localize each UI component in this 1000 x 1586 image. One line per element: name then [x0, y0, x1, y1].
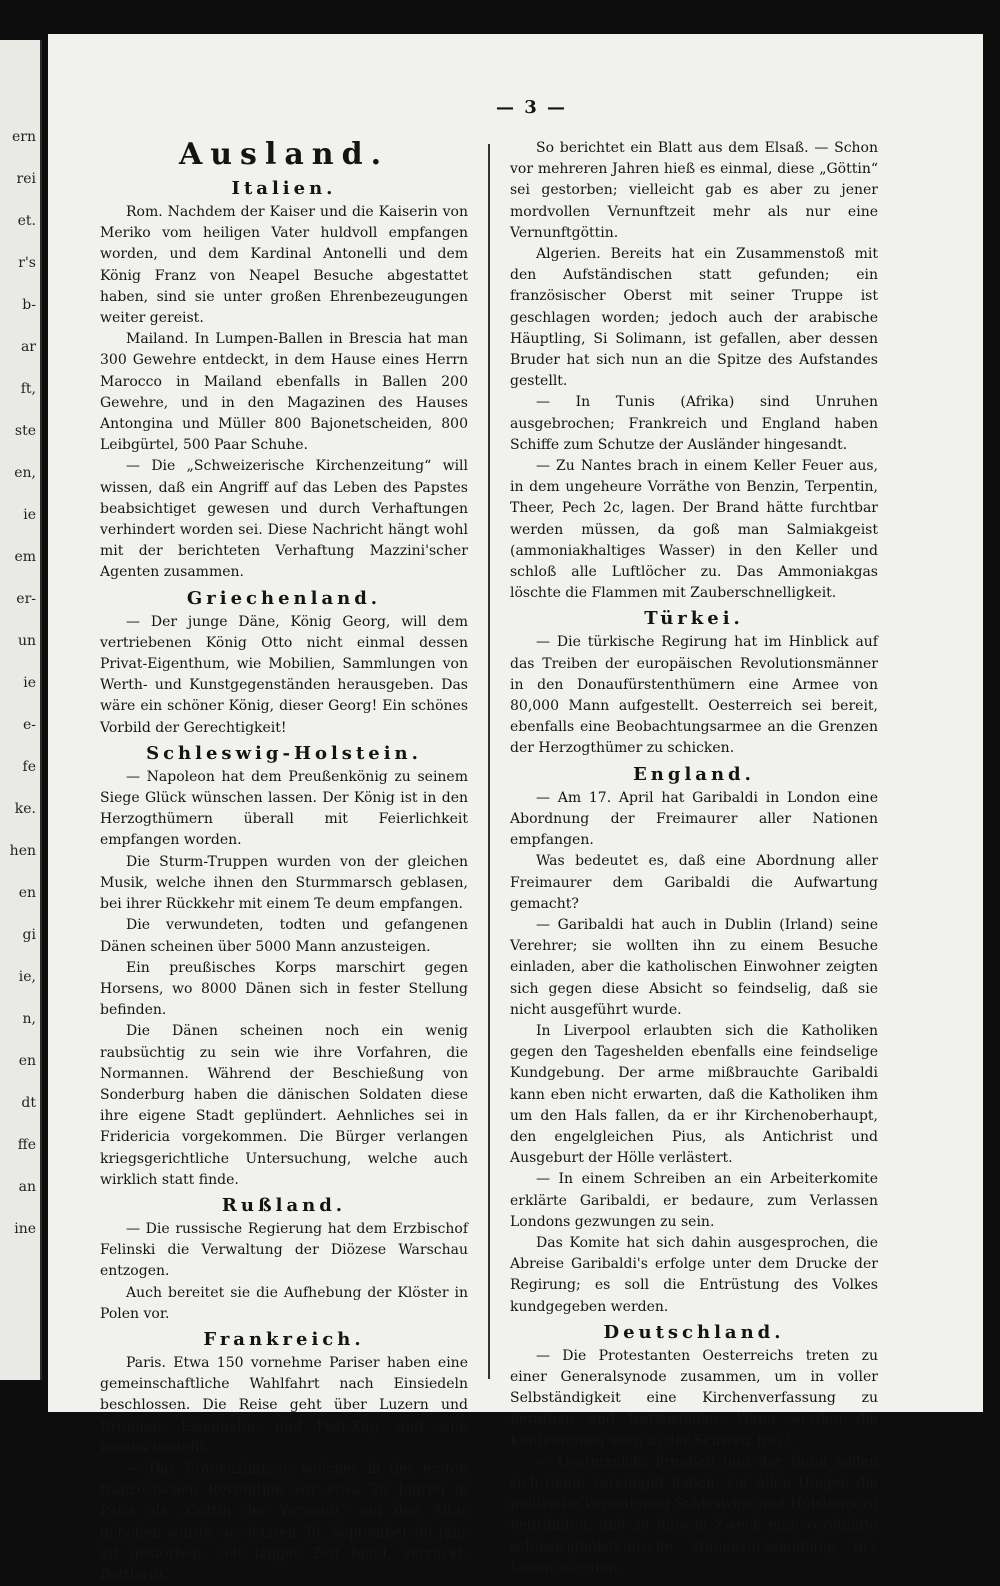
article-paragraph: Rom. Nachdem der Kaiser und die Kaiserin von Meriko vom heiligen Vater huldvoll empfangen worden, und dem Kardinal Antonelli und dem König Franz von Neapel Besuche abgestattet haben, sind sie unter großen Ehrenbezeugungen weiter gereist.	[100, 204, 468, 327]
column-divider	[488, 144, 490, 1379]
adjacent-page-fragment: an	[18, 1179, 36, 1195]
article-paragraph: — Garibaldi hat auch in Dublin (Irland) seine Verehrer; sie wollten ihn zu einem Besuche einladen, aber die katholischen Einwohner zeigten sich gegen diese Absicht so feindselig, daß sie nicht ausgeführt wurde.	[510, 916, 878, 1018]
newspaper-page	[48, 34, 983, 1583]
adjacent-page-fragment: b-	[22, 297, 36, 313]
article-paragraph: — Zu Nantes brach in einem Keller Feuer aus, in dem ungeheure Vorräthe von Benzin, Terpentin, Theer, Pech 2c, lagen. Der Brand hätte furchtbar werden müssen, da goß man Salmiakgeist (ammoniakhaltiges Wasser) in den Keller und schloß alle Luftlöcher zu. Das Ammoniakgas löschte die Flammen mit Zauberschnelligkeit.	[510, 458, 878, 602]
adjacent-page-fragment: en	[18, 1053, 36, 1069]
section-heading: Türkei.	[644, 608, 744, 630]
section-heading: Griechenland.	[186, 587, 382, 609]
adjacent-page-fragment: n,	[22, 1011, 36, 1027]
article-paragraph: So berichtet ein Blatt aus dem Elsaß. — Schon vor mehreren Jahren hieß es einmal, diese „Göttin“ sei gestorben; vielleicht gab es aber zu jener mordvollen Vernunftzeit mehr als nur eine Vernunftgöttin.	[510, 140, 878, 241]
adjacent-page-fragment: ine	[14, 1221, 36, 1237]
adjacent-page-fragment: rei	[16, 171, 36, 187]
article-paragraph: Die Dänen scheinen noch ein wenig raubsüchtig zu sein wie ihre Vorfahren, die Normannen. Während der Beschießung von Sonderburg haben die dänischen Soldaten diese ihre eigene Stadt geplündert. Aehnliches sei in Fridericia vorgekommen. Die Bürger verlangen kriegsgerichtliche Untersuchung, welche auch wirklich statt finde.	[100, 1023, 468, 1188]
article-paragraph: — Die türkische Regirung hat im Hinblick auf das Treiben der europäischen Revolutionsmänner in den Donaufürstenthümern eine Armee von 80,000 Mann aufgestellt. Oesterreich sei bereit, ebenfalls eine Beobachtungsarmee an die Grenzen der Herzogthümer zu schicken.	[510, 634, 878, 757]
adjacent-page-fragment: ie,	[18, 969, 36, 985]
article-paragraph: — Napoleon hat dem Preußenkönig zu seinem Siege Glück wünschen lassen. Der König ist in den Herzogthümern überall mit Feierlichkeit empfangen worden.	[100, 768, 468, 849]
section-heading: England.	[633, 763, 755, 785]
adjacent-page-fragment: ffe	[17, 1137, 36, 1153]
article-paragraph: Die verwundeten, todten und gefangenen Dänen scheinen über 5000 Mann anzusteigen.	[100, 917, 468, 955]
adjacent-page-fragment: dt	[21, 1095, 36, 1111]
adjacent-page-fragment: er-	[16, 591, 36, 607]
article-paragraph: In Liverpool erlaubten sich die Katholiken gegen den Tageshelden ebenfalls eine feindselige Kundgebung. Der arme mißbrauchte Garibaldi kann eben nicht erwarten, daß die Katholiken ihm um den Hals fallen, da er ihr Kirchenoberhaupt, den engelgleichen Pius, als Antichrist und Ausgeburt der Hölle verlästert.	[510, 1022, 878, 1167]
article-paragraph: — Das Frauenzimmer, welches in der ersten französischen Revolution vor etwa 70 Jahren in Paris als „Göttin der Vernunft“ auf den Altar gehoben wurde, sei letzten 30. September 90 Jahr alt gestorben, seit langer Zeit blind, verrückt, Bettlerin.	[100, 1460, 468, 1583]
article-paragraph: — Am 17. April hat Garibaldi in London eine Abordnung der Freimaurer aller Nationen empfangen.	[510, 789, 878, 849]
adjacent-page-fragment: r's	[18, 255, 36, 271]
section-heading: Deutschland.	[603, 1321, 785, 1343]
article-paragraph: Mailand. In Lumpen-Ballen in Brescia hat man 300 Gewehre entdeckt, in dem Hause eines Herrn Marocco in Mailand ebenfalls in Ballen 200 Gewehre, und in den Magazinen des Hauses Antongina und Müller 800 Bajonetscheiden, 800 Leibgürtel, 500 Paar Schuhe.	[100, 331, 468, 454]
article-paragraph: Paris. Etwa 150 vornehme Pariser haben eine gemeinschaftliche Wahlfahrt nach Einsiedeln beschlossen. Die Reise geht über Luzern und Brunnen. Eisenbahn- und Post-Zug sind zum voraus bestellt.	[100, 1354, 468, 1456]
adjacent-page-edge	[0, 40, 42, 1380]
section-heading: Frankreich.	[203, 1328, 365, 1350]
article-paragraph: Algerien. Bereits hat ein Zusammenstoß mit den Aufständischen statt gefunden; ein französischer Oberst mit seiner Truppe ist geschlagen worden; jedoch auch der arabische Häuptling, Si Solimann, ist gefallen, aber dessen Bruder hat sich nun an die Spitze des Aufstandes gestellt.	[510, 246, 878, 390]
page-number: — 3 —	[496, 97, 568, 118]
article-paragraph: — In Tunis (Afrika) sind Unruhen ausgebrochen; Frankreich und England haben Schiffe zum Schutze der Ausländer hingesandt.	[510, 394, 878, 453]
section-heading: Schleswig-Holstein.	[146, 742, 422, 764]
adjacent-page-fragment: ie	[23, 675, 36, 691]
adjacent-page-fragment: ste	[14, 423, 36, 439]
adjacent-page-fragment: e-	[22, 717, 36, 733]
article-paragraph: — Der junge Däne, König Georg, will dem vertriebenen König Otto nicht einmal dessen Privat-Eigenthum, wie Mobilien, Sammlungen von Werth- und Kunstgegenständen herausgeben. Das wäre ein schöner König, dieser Georg! Ein schönes Vorbild der Gerechtigkeit!	[100, 613, 468, 736]
left-column	[100, 138, 468, 1586]
adjacent-page-fragment: fe	[22, 759, 36, 775]
adjacent-page-fragment: gi	[22, 927, 36, 943]
article-paragraph: — Die Protestanten Oesterreichs treten zu einer Generalsynode zusammen, um in voller Selbständigkeit eine Kirchenverfassung zu berathen und festzustellen. Wann werden die Konfessionen auch in der Schweiz frei?	[510, 1347, 878, 1449]
section-heading: Rußland.	[221, 1194, 347, 1216]
adjacent-page-fragment: en	[18, 885, 36, 901]
adjacent-page-fragment: ke.	[14, 801, 36, 817]
article-paragraph: — Die russische Regierung hat dem Erzbischof Felinski die Verwaltung der Diözese Warschau entzogen.	[100, 1220, 468, 1280]
section-heading: Italien.	[231, 178, 337, 199]
adjacent-page-fragment: un	[17, 633, 36, 649]
article-paragraph: — Oesterreich, Preußen und der Bund sollen sich dahin vereiniget haben, vor allen Dingen die politische Vereinigung Schleswigs und Holsteins zu begründen, und zu diesem Zweck eine vereinigte schleswigholsteinische Ständeversammlung in's Leben zu rufen.	[510, 1453, 878, 1576]
adjacent-page-fragment: ie	[23, 507, 36, 523]
article-paragraph: — In einem Schreiben an ein Arbeiterkomite erklärte Garibaldi, er bedaure, zum Verlassen Londons gezwungen zu sein.	[510, 1171, 878, 1230]
article-paragraph: Die Sturm-Truppen wurden von der gleichen Musik, welche ihnen den Sturmmarsch geblasen, bei ihrer Rückkehr mit einem Te deum empfangen.	[100, 853, 468, 913]
adjacent-page-fragment: et.	[17, 213, 36, 229]
article-paragraph: Was bedeutet es, daß eine Abordnung aller Freimaurer dem Garibaldi die Aufwartung gemacht?	[510, 853, 878, 912]
adjacent-page-fragment: ft,	[20, 381, 36, 397]
adjacent-page-fragment: en,	[14, 465, 36, 481]
article-paragraph: — Die „Schweizerische Kirchenzeitung“ will wissen, daß ein Angriff auf das Leben des Papstes beabsichtiget gewesen und durch Verhaftungen verhindert worden sei. Diese Nachricht hängt wohl mit der berichteten Verhaftung Mazzini'scher Agenten zusammen.	[100, 458, 468, 581]
article-paragraph: Das Komite hat sich dahin ausgesprochen, die Abreise Garibaldi's erfolge unter dem Drucke der Regirung; es soll die Entrüstung des Volkes kundgegeben werden.	[510, 1234, 878, 1315]
adjacent-page-fragment: ern	[12, 129, 36, 145]
adjacent-page-fragment: em	[14, 549, 36, 565]
adjacent-page-fragment: ar	[20, 339, 36, 355]
adjacent-page-fragment: hen	[9, 843, 36, 859]
right-column	[510, 138, 878, 1579]
article-paragraph: Auch bereitet sie die Aufhebung der Klöster in Polen vor.	[100, 1284, 468, 1322]
main-heading: Ausland.	[178, 137, 390, 172]
article-paragraph: Ein preußisches Korps marschirt gegen Horsens, wo 8000 Dänen sich in fester Stellung befinden.	[100, 959, 468, 1019]
